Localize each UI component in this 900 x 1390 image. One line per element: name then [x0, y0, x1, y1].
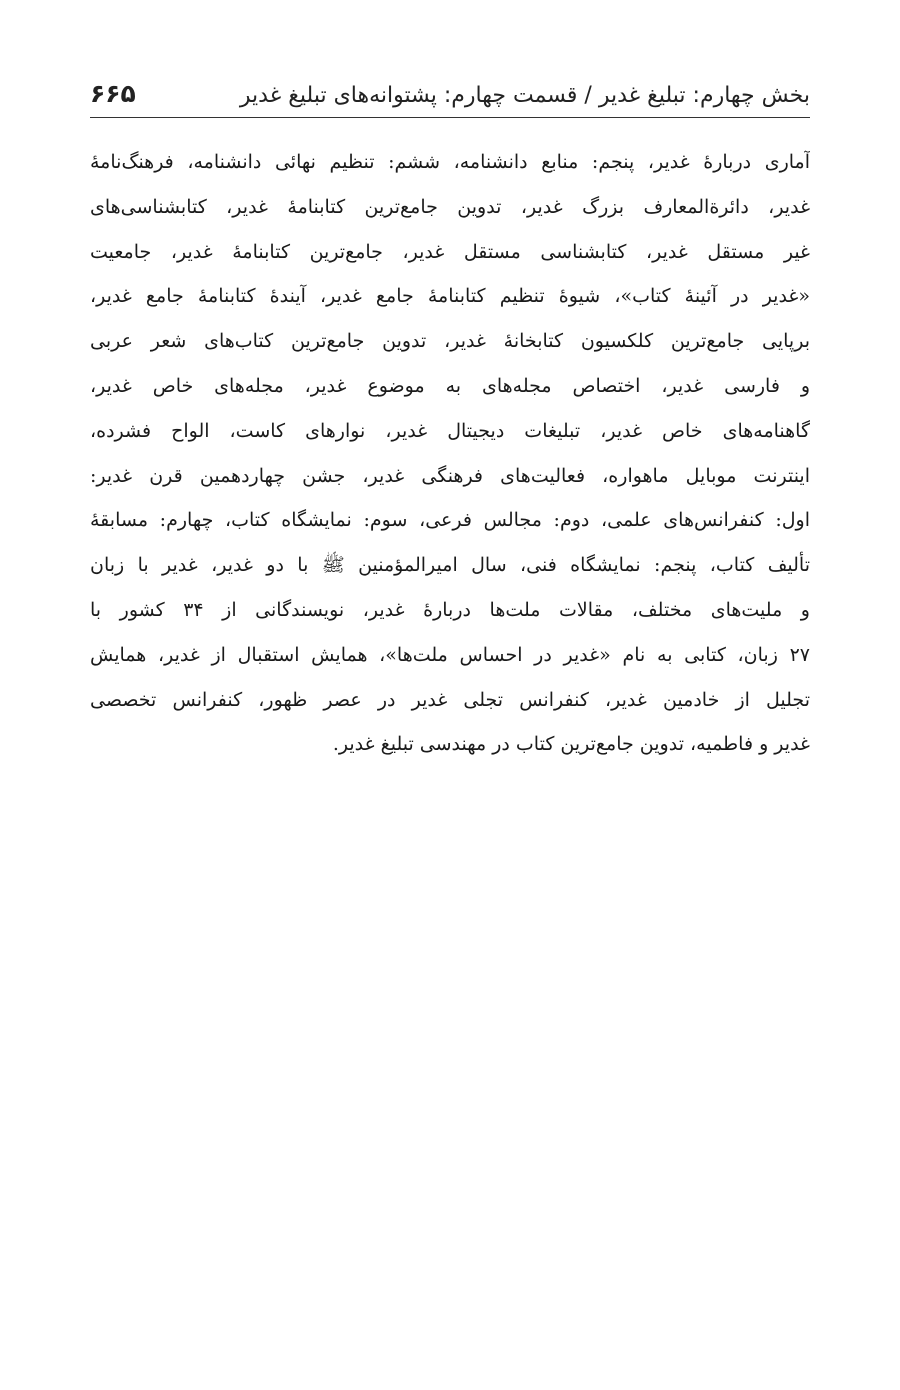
text-line: اول: کنفرانس‌های علمی، دوم: مجالس فرعی، سوم: نمایشگاه کتاب، چهارم: مسابقۀ [90, 509, 810, 532]
text-line-last: غدیر و فاطمیه، تدوین جامع‌ترین کتاب در مهندسی تبلیغ غدیر. [332, 733, 810, 756]
running-header-title: بخش چهارم: تبلیغ غدیر / قسمت چهارم: پشتوانه‌های تبلیغ غدیر [239, 83, 810, 108]
running-header [90, 68, 810, 108]
text-line: غیر مستقل غدیر، کتابشناسی مستقل غدیر، جامع‌ترین کتابنامۀ غدیر، جامعیت [90, 240, 810, 263]
header-divider [90, 117, 810, 118]
page-number: ۶۶۵ [90, 79, 136, 108]
body-paragraph [90, 140, 810, 767]
text-line: ۲۷ زبان، کتابی به نام «غدیر در احساس ملت‌ها»، همایش استقبال از غدیر، همایش [90, 643, 810, 666]
text-line: و ملیت‌های مختلف، مقالات ملت‌ها دربارۀ غدیر، نویسندگانی از ۳۴ کشور با [90, 598, 810, 621]
text-line: غدیر، دائرةالمعارف بزرگ غدیر، تدوین جامع‌ترین کتابنامۀ غدیر، کتابشناسی‌های [90, 195, 810, 218]
text-line: اینترنت موبایل ماهواره، فعالیت‌های فرهنگی غدیر، جشن چهاردهمین قرن غدیر: [90, 464, 810, 487]
text-line: تجلیل از خادمین غدیر، کنفرانس تجلی غدیر در عصر ظهور، کنفرانس تخصصی [90, 688, 810, 711]
text-line: آماری دربارۀ غدیر، پنجم: منابع دانشنامه، ششم: تنظیم نهائی دانشنامه، فرهنگ‌نامۀ [90, 151, 810, 173]
text-line: «غدیر در آئینۀ کتاب»، شیوۀ تنظیم کتابنامۀ جامع غدیر، آیندۀ کتابنامۀ جامع غدیر، [90, 285, 810, 308]
text-line: و فارسی غدیر، اختصاص مجله‌های به موضوع غدیر، مجله‌های خاص غدیر، [90, 374, 810, 397]
text-line: برپایی جامع‌ترین کلکسیون کتابخانۀ غدیر، تدوین جامع‌ترین کتاب‌های شعر عربی [90, 330, 810, 353]
text-line: تألیف کتاب، پنجم: نمایشگاه فنی، سال امیرالمؤمنین ﷺ با دو غدیر، غدیر با زبان [90, 554, 810, 577]
text-line: گاهنامه‌های خاص غدیر، تبلیغات دیجیتال غدیر، نوارهای کاست، الواح فشرده، [90, 419, 810, 442]
